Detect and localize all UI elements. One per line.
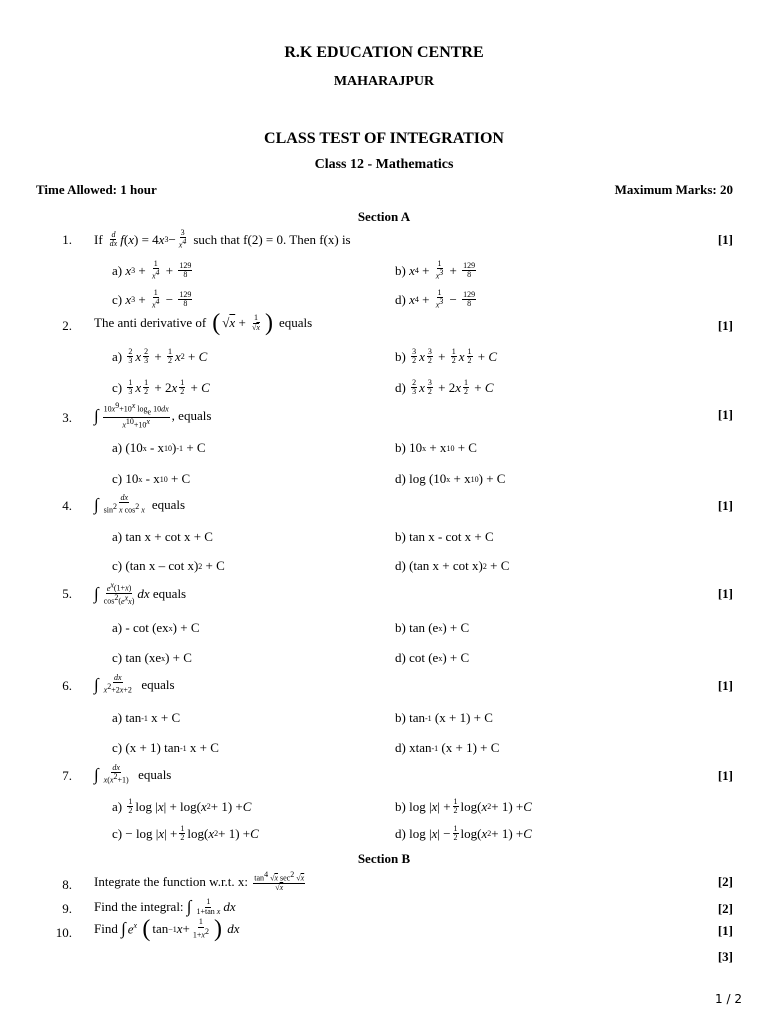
- q2-number: 2.: [62, 318, 72, 333]
- school-name: R.K EDUCATION CENTRE: [284, 44, 484, 61]
- test-title: CLASS TEST OF INTEGRATION: [264, 130, 504, 147]
- q1-post: such that f(2) = 0. Then f(x) is: [193, 231, 351, 247]
- q9-pre: Find the integral:: [94, 899, 184, 914]
- q3-marks: [1]: [717, 407, 733, 422]
- q3-option-a: a) (10 x - x 10 ) -1 + C: [112, 440, 206, 455]
- q6-post: equals: [141, 676, 175, 692]
- q1-number: 1.: [62, 232, 72, 247]
- q5-post: equals: [152, 585, 187, 601]
- q1-marks: [1]: [717, 232, 733, 247]
- q9-text: Find the integral: ∫ $\frac{1}{\text{1+tan x}}$ dx: [94, 897, 236, 916]
- q6-option-d: d) xtan -1 (x + 1) + C: [395, 740, 500, 755]
- q5-text: ∫ $\frac{e^x(1+x)}{\cos^2(e^xx)}$ dx equals: [94, 580, 187, 606]
- q4-number: 4.: [62, 498, 72, 513]
- q2-marks: [1]: [717, 318, 733, 333]
- q1-option-a: a) x 3 + $\frac{1}{x^4}$ + $\frac{129}{8}$: [112, 259, 192, 282]
- section-a-heading: Section A: [357, 209, 411, 224]
- q5-number: 5.: [62, 586, 72, 601]
- q6-number: 6.: [62, 678, 72, 693]
- q5-option-a: a) - cot (ex x ) + C: [112, 620, 200, 635]
- q7-option-d: d) log | x | − $\frac{1}{2}$ log( x 2 + 1) + C: [395, 824, 532, 843]
- extra-marks: [3]: [717, 949, 733, 964]
- q4-text: ∫ $\frac{dx}{\sin^2 x \cos^2 x}$ equals: [94, 493, 186, 516]
- q7-marks: [1]: [717, 768, 733, 783]
- q6-option-b: b) tan -1 (x + 1) + C: [395, 710, 493, 725]
- q2-option-b: b) $\frac{3}{2}$ x $\frac{3}{2}$ + $\frac{1}{2}$ x $\frac{1}{2}$ + C: [395, 347, 498, 366]
- q2-pre: The anti derivative of: [94, 315, 207, 330]
- q4-marks: [1]: [717, 498, 733, 513]
- q3-text: ∫ $\frac{10x^9+10^x \log_e 10dx}{x^{10}+10^x}$ , equals: [94, 401, 212, 430]
- school-place: MAHARAJPUR: [333, 74, 435, 89]
- q6-option-c: c) (x + 1) tan -1 x + C: [112, 740, 219, 755]
- q4-option-c: c) (tan x – cot x) 2 + C: [112, 558, 225, 573]
- q4-option-a: a) tan x + cot x + C: [112, 529, 213, 544]
- q7-number: 7.: [62, 768, 72, 783]
- maximum-marks: Maximum Marks: 20: [614, 182, 733, 197]
- q4-post: equals: [151, 496, 186, 512]
- q7-option-a: a) $\frac{1}{2}$ log | x | + log( x 2 + 1) + C: [112, 797, 252, 816]
- q10-marks: [1]: [717, 923, 733, 938]
- q5-marks: [1]: [717, 586, 733, 601]
- q2-text: The anti derivative of ( √ x + $\frac{1}{√x}$ ) equals: [94, 310, 313, 336]
- class-subtitle: Class 12 - Mathematics: [314, 157, 454, 172]
- q8-marks: [2]: [717, 874, 733, 889]
- q6-option-a: a) tan -1 x + C: [112, 710, 181, 725]
- q6-text: ∫ $\frac{dx}{x^2+2x+2}$ equals: [94, 673, 175, 696]
- q8-number: 8.: [62, 877, 72, 892]
- q2-post: equals: [278, 315, 313, 330]
- q2-option-a: a) $\frac{2}{3}$ x $\frac{2}{3}$ + $\frac{1}{2}$ x 2 + C: [112, 347, 208, 366]
- q1-pre: If: [94, 231, 103, 247]
- q6-marks: [1]: [717, 678, 733, 693]
- q1-text: If $\frac{d}{dx}$ f ( x ) = 4 x 3 − $\frac{3}{x^4}$ such that f(2) = 0. Then f(x) is: [94, 228, 351, 251]
- section-b-heading: Section B: [357, 851, 411, 866]
- q10-number: 10.: [55, 925, 72, 940]
- q3-option-b: b) 10 x + x 10 + C: [395, 440, 477, 455]
- q5-option-d: d) cot (e x ) + C: [395, 650, 470, 665]
- q2-option-d: d) $\frac{2}{3}$ x $\frac{3}{2}$ + 2 x $\frac{1}{2}$ + C: [395, 378, 494, 397]
- page-number: 1 / 2: [715, 992, 742, 1006]
- q7-option-c: c) − log | x | + $\frac{1}{2}$ log( x 2 + 1) + C: [112, 824, 259, 843]
- q3-option-d: d) log (10 x + x 10 ) + C: [395, 471, 506, 486]
- q10-text: Find ∫ $e^x$ ( tan −1 x + $\frac{1}{1+x^2}$ ) dx: [94, 916, 240, 942]
- q4-option-b: b) tan x - cot x + C: [395, 529, 494, 544]
- q5-option-b: b) tan (e x ) + C: [395, 620, 470, 635]
- q2-option-c: c) $\frac{1}{3}$ x $\frac{1}{2}$ + 2 x $\frac{1}{2}$ + C: [112, 378, 210, 397]
- q9-marks: [2]: [717, 901, 733, 916]
- q3-post: , equals: [171, 407, 212, 423]
- q8-pre: Integrate the function w.r.t. x:: [94, 873, 249, 889]
- q5-option-c: c) tan (xe x ) + C: [112, 650, 192, 665]
- q9-number: 9.: [62, 901, 72, 916]
- q7-post: equals: [138, 766, 172, 782]
- q7-text: ∫ $\frac{dx}{x(x^2+1)}$ equals: [94, 763, 172, 786]
- q1-option-b: b) x 4 + $\frac{1}{x^3}$ + $\frac{129}{8}$: [395, 259, 476, 282]
- q10-pre: Find: [94, 921, 118, 936]
- q1-option-d: d) x 4 + $\frac{1}{x^3}$ − $\frac{129}{8}$: [395, 288, 476, 311]
- q7-option-b: b) log | x | + $\frac{1}{2}$ log( x 2 + 1) + C: [395, 797, 532, 816]
- q1-option-c: c) x 3 + $\frac{1}{x^4}$ − $\frac{129}{8}$: [112, 288, 192, 311]
- q8-text: Integrate the function w.r.t. x: $\frac{\tan^4 √x \sec^2 √x}{√x}$: [94, 870, 305, 893]
- q3-option-c: c) 10 x - x 10 + C: [112, 471, 191, 486]
- q3-number: 3.: [62, 410, 72, 425]
- q4-option-d: d) (tan x + cot x) 2 + C: [395, 558, 510, 573]
- time-allowed: Time Allowed: 1 hour: [36, 182, 157, 197]
